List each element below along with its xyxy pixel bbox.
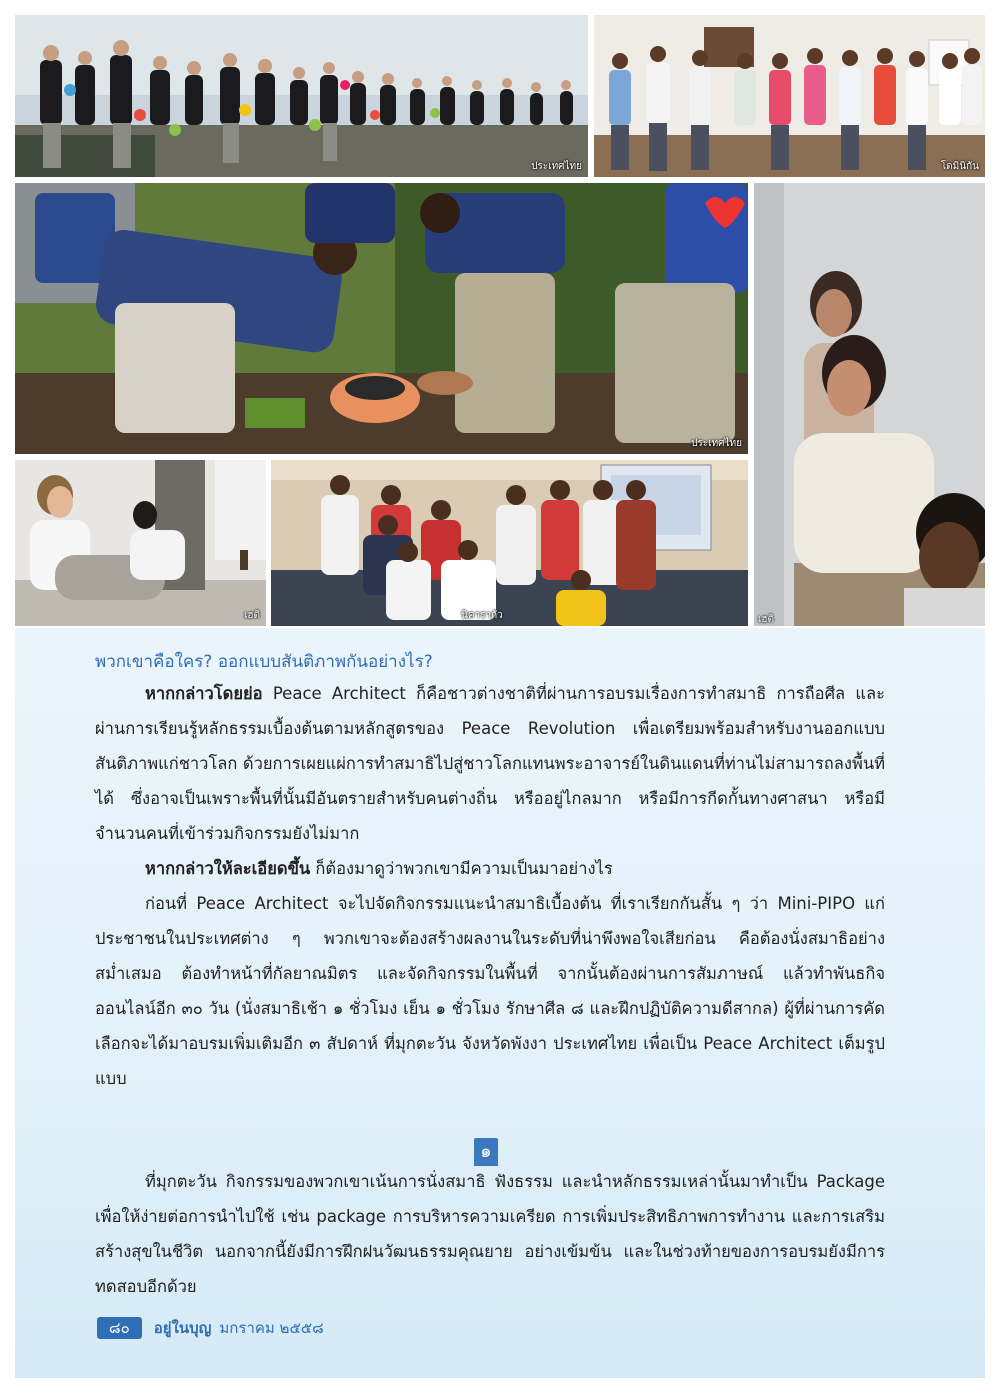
photo-meditation-tall xyxy=(754,183,985,626)
article-body xyxy=(95,676,885,1096)
article-body-continued xyxy=(95,1164,885,1304)
page-number: ๘๐ xyxy=(97,1317,142,1339)
paragraph-text: Peace Architect ก็คือชาวต่างชาติที่ผ่านการอบรมเรื่องการทำสมาธิ การถือศีล และผ่านการเรียนรู้หลักธรรมเบื้องต้นตามหลักสูตรของ Peace Revolution เพื่อเตรียมพร้อมสำหรับงานออกแบบสันติภาพแก่ชาวโลก ด้วยการเผยแผ่การทำสมาธิไปสู่ชาวโลกแทนพระอาจารย์ในดินแดนที่ท่านไม่สามารถลงพื้นที่ได้ ซึ่งอาจเป็นเพราะพื้นที่นั้นมีอันตรายสำหรับคนต่างถิ่น หรืออยู่ไกลมาก หรือมีการกีดกั้นทางศาสนา หรือมีจำนวนคนที่เข้าร่วมกิจกรรมยังไม่มาก xyxy=(95,684,885,843)
magazine-title: อยู่ในบุญ xyxy=(153,1319,212,1337)
photo-caption: เฮติ xyxy=(243,610,260,621)
paragraph xyxy=(95,676,885,851)
photo-caption: โดมินิกัน xyxy=(940,161,979,172)
page-footer xyxy=(97,1316,324,1340)
photo-caption: ประเทศไทย xyxy=(531,161,582,172)
paragraph xyxy=(95,886,885,1096)
paragraph-text: ก็ต้องมาดูว่าพวกเขามีความเป็นมาอย่างไร xyxy=(310,859,613,878)
lead-phrase: หากกล่าวโดยย่อ xyxy=(145,684,263,703)
photo-women-sitting xyxy=(15,460,266,626)
paragraph: ที่มุกตะวัน กิจกรรมของพวกเขาเน้นการนั่งสมาธิ ฟังธรรม และนำหลักธรรมเหล่านั้นมาทำเป็น Package เพื่อให้ง่ายต่อการนำไปใช้ เช่น package การบริหารความเครียด การเพิ่มประสิทธิภาพการทำงาน และการเสริมสร้างสุขในชีวิต นอกจากนี้ยังมีการฝึกฝนวัฒนธรรมคุณยาย อย่างเข้มข้น และในช่วงท้ายของการอบรมยังมีการทดสอบอีกด้วย xyxy=(95,1172,885,1296)
section-heading: พวกเขาคือใคร? ออกแบบสันติภาพกันอย่างไร? xyxy=(95,652,433,672)
photo-caption-overlay: เฮติ xyxy=(758,614,775,625)
paragraph xyxy=(95,851,885,886)
photo-classroom-group xyxy=(271,460,748,626)
paragraph-text: ก่อนที่ Peace Architect จะไปจัดกิจกรรมแนะนำสมาธิเบื้องต้น ที่เราเรียกกันสั้น ๆ ว่า Mini-PIPO แก่ประชาชนในประเทศต่าง ๆ พวกเขาจะต้องสร้างผลงานในระดับที่น่าพึงพอใจเสียก่อน คือต้องนั่งสมาธิอย่างสม่ำเสมอ ต้องทำหน้าที่กัลยาณมิตร และจัดกิจกรรมในพื้นที่ จากนั้นต้องผ่านการสัมภาษณ์ แล้วทำพันธกิจออนไลน์อีก ๓๐ วัน (นั่งสมาธิเช้า ๑ ชั่วโมง เย็น ๑ ชั่วโมง รักษาศีล ๘ และฝึกปฏิบัติความดีสากล) ผู้ที่ผ่านการคัดเลือกจะได้มาอบรมเพิ่มเติมอีก ๓ สัปดาห์ ที่มุกตะวัน จังหวัดพังงา ประเทศไทย เพื่อเป็น Peace Architect เต็มรูปแบบ xyxy=(95,894,885,1088)
photo-caption: ประเทศไทย xyxy=(691,438,742,449)
photo-caption: นิคารากัว xyxy=(461,610,503,621)
photo-outdoor-cooking xyxy=(15,183,748,454)
issue-date: มกราคม ๒๕๕๘ xyxy=(219,1319,324,1337)
photo-indoor-circle xyxy=(594,15,985,177)
section-number-badge: ๑ xyxy=(474,1138,498,1166)
photo-beach-group xyxy=(15,15,588,177)
lead-phrase: หากกล่าวให้ละเอียดขึ้น xyxy=(145,859,311,878)
